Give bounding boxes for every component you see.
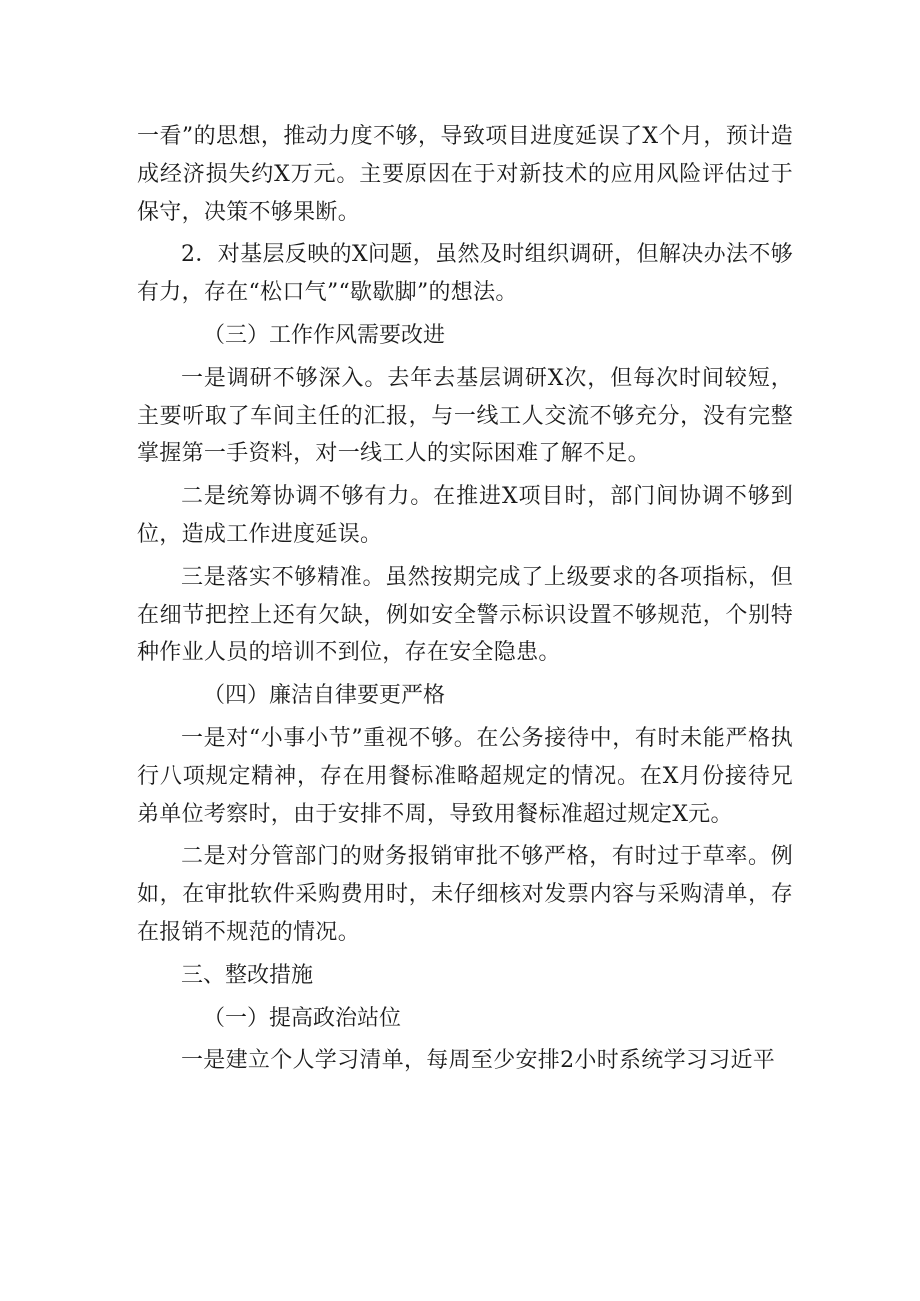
- section-heading: （三）工作作风需要改进: [203, 322, 446, 348]
- paragraph: 一看”的思想，推动力度不够，导致项目进度延误了X个月，预计造成经济损失约X万元。主要原因在于对新技术的应用风险评估过于保守，决策不够果断。: [137, 124, 793, 225]
- paragraph: 一是建立个人学习清单，每周至少安排2小时系统学习习近平: [181, 1048, 776, 1074]
- section-heading: （四）廉洁自律要更严格: [203, 683, 446, 709]
- paragraph: 2．对基层反映的X问题，虽然及时组织调研，但解决办法不够有力，存在“松口气”“歇歇脚”的想法。: [137, 242, 793, 306]
- paragraph: 一是对“小事小节”重视不够。在公务接待中，有时未能严格执行八项规定精神，存在用餐标准略超规定的情况。在X月份接待兄弟单位考察时，由于安排不周，导致用餐标准超过规定X元。: [137, 725, 793, 827]
- paragraph: 三是落实不够精准。虽然按期完成了上级要求的各项指标，但在细节把控上还有欠缺，例如安全警示标识设置不够规范，个别特种作业人员的培训不到位，存在安全隐患。: [137, 564, 793, 666]
- chapter-heading: 三、整改措施: [181, 962, 314, 988]
- section-heading: （一）提高政治站位: [203, 1005, 402, 1031]
- paragraph: 一是调研不够深入。去年去基层调研X次，但每次时间较短，主要听取了车间主任的汇报，与一线工人交流不够充分，没有完整掌握第一手资料，对一线工人的实际困难了解不足。: [137, 365, 793, 467]
- document-body: [137, 118, 793, 1085]
- paragraph: 二是统筹协调不够有力。在推进X项目时，部门间协调不够到位，造成工作进度延误。: [137, 484, 793, 547]
- paragraph: 二是对分管部门的财务报销审批不够严格，有时过于草率。例如，在审批软件采购费用时，未仔细核对发票内容与采购清单，存在报销不规范的情况。: [137, 844, 793, 945]
